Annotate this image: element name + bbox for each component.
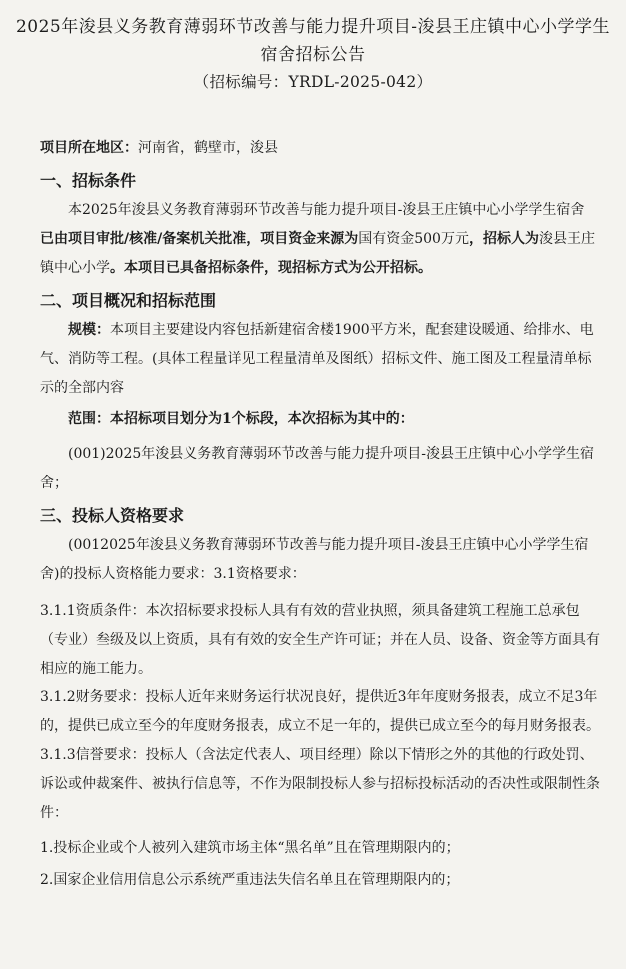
title-line-2: 宿舍招标公告 — [260, 45, 366, 65]
exclusion-item-1: 1.投标企业或个人被列入建筑市场主体“黑名单”且在管理期限内的； — [40, 840, 460, 856]
region-value: 河南省，鹤壁市，浚县 — [138, 140, 278, 156]
region-label: 项目所在地区： — [40, 140, 138, 156]
scale-paragraph — [40, 316, 596, 403]
qualification-3-1-2: 3.1.2财务要求：投标人近年来财务运行状况良好，提供近3年年度财务报表，成立不足3年的，提供已成立至今的年度财务报表，成立不足一年的，提供已成立至今的每月财务报表。 — [40, 689, 600, 734]
project-region — [40, 134, 606, 163]
section-1-heading: 一、招标条件 — [40, 171, 137, 190]
section-2-heading: 二、项目概况和招标范围 — [40, 291, 217, 310]
exclusion-item-2: 2.国家企业信用信息公示系统严重违法失信名单且在管理期限内的； — [40, 872, 460, 888]
s1-text-d: ，招标人为 — [468, 231, 539, 247]
s1-text-e: 浚县王庄镇中心小学 — [40, 231, 595, 276]
s1-text-a: 本2025年浚县义务教育薄弱环节改善与能力提升项目-浚县王庄镇中心小学学生宿舍 — [68, 202, 585, 218]
title-line-1: 2025年浚县义务教育薄弱环节改善与能力提升项目-浚县王庄镇中心小学学生 — [15, 17, 610, 37]
s1-text-b: 已由项目审批/核准/备案机关批准，项目资金来源为 — [40, 231, 359, 247]
tender-code: （招标编号：YRDL-2025-042） — [193, 73, 433, 91]
lot-paragraph: (001)2025年浚县义务教育薄弱环节改善与能力提升项目-浚县王庄镇中心小学学生宿舍； — [40, 446, 595, 491]
section-1-text — [40, 196, 596, 283]
scale-text: 本项目主要建设内容包括新建宿舍楼1900平方米，配套建设暖通、给排水、电气、消防等工程。(具体工程量详见工程量清单及图纸）招标文件、施工图及工程量清单标示的全部内容 — [40, 322, 594, 396]
scope-paragraph: 范围：本招标项目划分为1个标段，本次招标为其中的： — [68, 411, 414, 427]
section-3-heading: 三、投标人资格要求 — [40, 506, 185, 525]
scale-label: 规模： — [68, 322, 110, 338]
qualification-3-1-3: 3.1.3信誉要求：投标人（含法定代表人、项目经理）除以下情形之外的其他的行政处罚、诉讼或仲裁案件、被执行信息等，不作为限制投标人参与招标投标活动的否决性或限制性条件： — [40, 747, 600, 821]
qualification-3-1-1: 3.1.1资质条件：本次招标要求投标人具有有效的营业执照，须具备建筑工程施工总承包（专业）叁级及以上资质，具有有效的安全生产许可证；并在人员、设备、资金等方面具有相应的施工能力。 — [40, 603, 600, 677]
s1-text-f: 。本项目已具备招标条件，现招标方式为公开招标。 — [110, 260, 432, 276]
s1-text-c: 国有资金500万元 — [358, 231, 469, 247]
qualification-intro: (0012025年浚县义务教育薄弱环节改善与能力提升项目-浚县王庄镇中心小学学生宿舍)的投标人资格能力要求：3.1资格要求： — [40, 537, 589, 582]
